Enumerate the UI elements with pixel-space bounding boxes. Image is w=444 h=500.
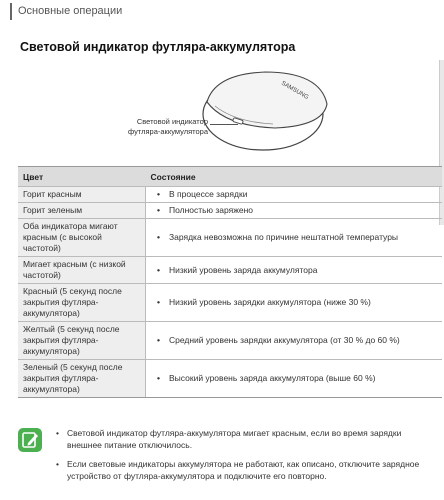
- color-cell: Оба индикатора мигают красным (с высокой частотой): [18, 219, 146, 257]
- bullet: •: [157, 373, 160, 383]
- color-cell: Горит зеленым: [18, 203, 146, 219]
- bullet: •: [157, 232, 160, 242]
- color-cell: Мигает красным (с низкой частотой): [18, 257, 146, 284]
- state-cell: [146, 284, 443, 322]
- table-row: [18, 219, 442, 257]
- notes-list: [56, 428, 436, 490]
- state-cell: [146, 257, 443, 284]
- state-cell: [146, 322, 443, 360]
- state-text: Зарядка невозможна по причине нештатной температуры: [169, 232, 399, 242]
- page-title: Световой индикатор футляра-аккумулятора: [20, 40, 296, 54]
- table-header-row: [18, 167, 442, 187]
- charging-case-illustration: [195, 64, 335, 156]
- state-cell: [146, 219, 443, 257]
- note-text: Световой индикатор футляра-аккумулятора мигает красным, если во время зарядки внешнее питание отключилось.: [67, 428, 402, 450]
- note-item: [56, 428, 436, 451]
- table-row: [18, 203, 442, 219]
- table-row: [18, 257, 442, 284]
- state-text: Высокий уровень заряда аккумулятора (выше 60 %): [169, 373, 376, 383]
- color-cell: Горит красным: [18, 187, 146, 203]
- bullet: •: [157, 189, 160, 199]
- color-cell: Желтый (5 секунд после закрытия футляра-аккумулятора): [18, 322, 146, 360]
- indicator-callout-label: Световой индикатор футляра-аккумулятора: [128, 117, 208, 136]
- table-row: [18, 360, 442, 398]
- bullet: •: [157, 335, 160, 345]
- table-row: [18, 284, 442, 322]
- note-item: [56, 459, 436, 482]
- bullet: •: [56, 459, 59, 469]
- column-header-color: Цвет: [18, 167, 146, 187]
- table-row: [18, 322, 442, 360]
- color-cell: Красный (5 секунд после закрытия футляра-аккумулятора): [18, 284, 146, 322]
- state-text: В процессе зарядки: [169, 189, 248, 199]
- bullet: •: [157, 297, 160, 307]
- indicator-table: [18, 166, 442, 398]
- bullet: •: [56, 428, 59, 438]
- bullet: •: [157, 205, 160, 215]
- callout-line: [210, 124, 238, 125]
- section-header: Основные операции: [10, 3, 122, 20]
- color-cell: Зеленый (5 секунд после закрытия футляра-аккумулятора): [18, 360, 146, 398]
- state-text: Средний уровень зарядки аккумулятора (от 30 % до 60 %): [169, 335, 400, 345]
- brand-text: SAMSUNG: [280, 80, 310, 101]
- column-header-state: Состояние: [146, 167, 443, 187]
- state-cell: [146, 360, 443, 398]
- bullet: •: [157, 264, 160, 275]
- note-text: Если световые индикаторы аккумулятора не работают, как описано, отключите зарядное устройство от футляра-аккумулятора и подключите его повторно.: [67, 459, 420, 481]
- state-cell: [146, 203, 443, 219]
- state-text: Полностью заряжено: [169, 205, 254, 215]
- state-text: Низкий уровень зарядки аккумулятора (ниже 30 %): [169, 297, 371, 307]
- state-cell: [146, 187, 443, 203]
- pencil-note-icon: [18, 428, 42, 452]
- table-row: [18, 187, 442, 203]
- state-text: Низкий уровень заряда аккумулятора: [169, 264, 318, 275]
